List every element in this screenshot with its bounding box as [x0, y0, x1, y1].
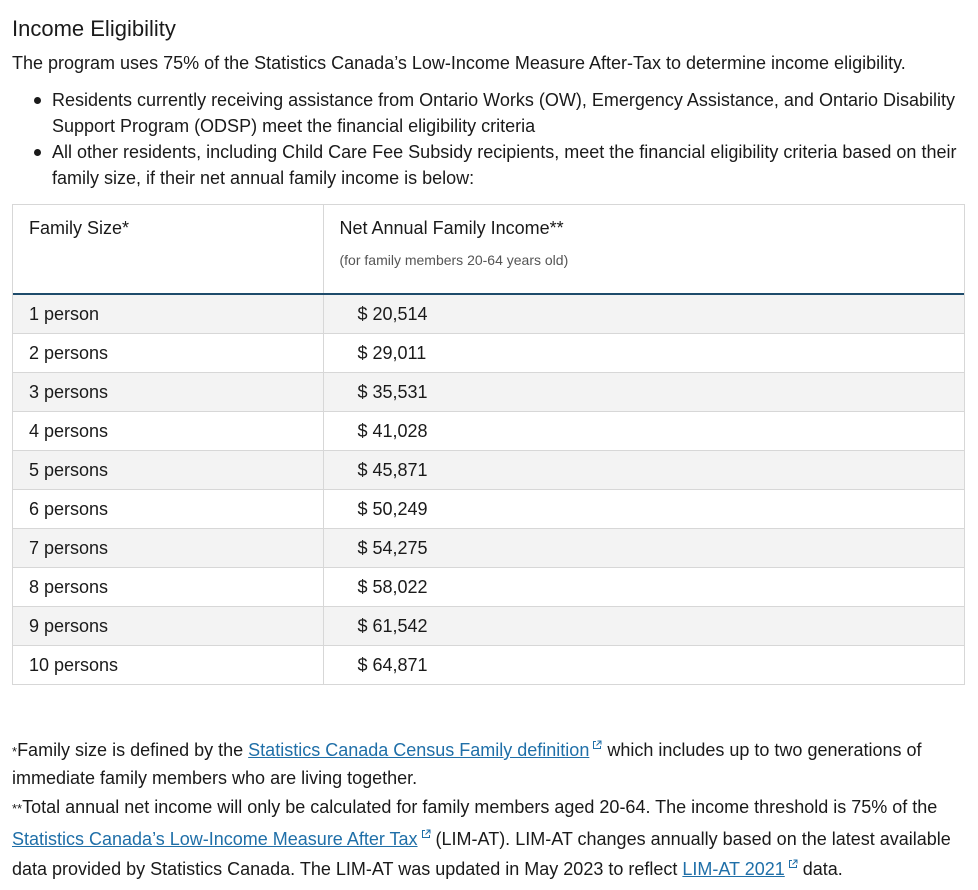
family-size-cell: 5 persons: [13, 451, 323, 490]
family-size-cell: 4 persons: [13, 412, 323, 451]
external-link-icon: [592, 733, 602, 759]
table-row: [13, 373, 964, 412]
intro-text: The program uses 75% of the Statistics Canada’s Low-Income Measure After-Tax to determine income eligibility.: [12, 53, 906, 73]
table-row: [13, 451, 964, 490]
income-cell: $ 50,249: [323, 490, 964, 529]
census-family-definition-link[interactable]: [248, 740, 602, 760]
income-header-label: Net Annual Family Income**: [339, 218, 564, 238]
family-size-header: [13, 205, 323, 294]
income-footnote: [12, 794, 970, 882]
table-row: [13, 490, 964, 529]
income-cell: $ 45,871: [323, 451, 964, 490]
family-size-header-label: Family Size*: [29, 218, 130, 238]
eligibility-list: [12, 87, 970, 191]
footnote-text: (LIM-AT). LIM-AT changes annually based on the latest available data provided by Statistics Canada. The LIM-AT was updated in May 2023 to reflect: [12, 829, 951, 879]
list-item: Residents currently receiving assistance from Ontario Works (OW), Emergency Assistance, and Ontario Disability Support Program (ODSP) meet the financial eligibility criteria: [12, 87, 970, 139]
income-cell: $ 29,011: [323, 334, 964, 373]
footnote-text: data.: [797, 859, 843, 879]
lim-at-2021-link[interactable]: [682, 859, 797, 879]
family-size-cell: 7 persons: [13, 529, 323, 568]
table-row: [13, 334, 964, 373]
income-table: [12, 204, 965, 685]
table-header-row: [13, 205, 964, 294]
family-size-cell: 8 persons: [13, 568, 323, 607]
income-cell: $ 58,022: [323, 568, 964, 607]
link-text: LIM-AT 2021: [682, 859, 785, 879]
table-row: [13, 568, 964, 607]
table-row: [13, 294, 964, 334]
table-row: [13, 412, 964, 451]
income-cell: $ 20,514: [323, 294, 964, 334]
income-header: [323, 205, 964, 294]
link-text: Statistics Canada’s Low-Income Measure After Tax: [12, 829, 418, 849]
table-row: [13, 529, 964, 568]
page-title: Income Eligibility: [12, 16, 176, 41]
family-size-footnote: [12, 733, 970, 791]
family-size-cell: 9 persons: [13, 607, 323, 646]
footnote-marker: **: [12, 801, 23, 816]
lim-at-link[interactable]: [12, 829, 431, 849]
footnote-marker: *: [12, 744, 18, 759]
table-row: [13, 607, 964, 646]
footnote-text: which includes up to two generations of immediate family members who are living together.: [12, 740, 922, 788]
family-size-cell: 3 persons: [13, 373, 323, 412]
income-cell: $ 41,028: [323, 412, 964, 451]
external-link-icon: [788, 852, 798, 878]
family-size-cell: 10 persons: [13, 646, 323, 685]
link-text: Statistics Canada Census Family definition: [248, 740, 590, 760]
family-size-cell: 2 persons: [13, 334, 323, 373]
family-size-cell: 6 persons: [13, 490, 323, 529]
footnote-text: Total annual net income will only be calculated for family members aged 20-64. The income threshold is 75% of the: [22, 797, 938, 817]
income-cell: $ 35,531: [323, 373, 964, 412]
list-item: All other residents, including Child Care Fee Subsidy recipients, meet the financial eligibility criteria based on their family size, if their net annual family income is below:: [12, 139, 970, 191]
income-header-subtitle: (for family members 20-64 years old): [339, 252, 569, 268]
external-link-icon: [421, 822, 431, 848]
footnote-text: Family size is defined by the: [17, 740, 249, 760]
income-cell: $ 54,275: [323, 529, 964, 568]
income-cell: $ 61,542: [323, 607, 964, 646]
table-row: [13, 646, 964, 685]
family-size-cell: 1 person: [13, 294, 323, 334]
income-cell: $ 64,871: [357, 655, 428, 675]
